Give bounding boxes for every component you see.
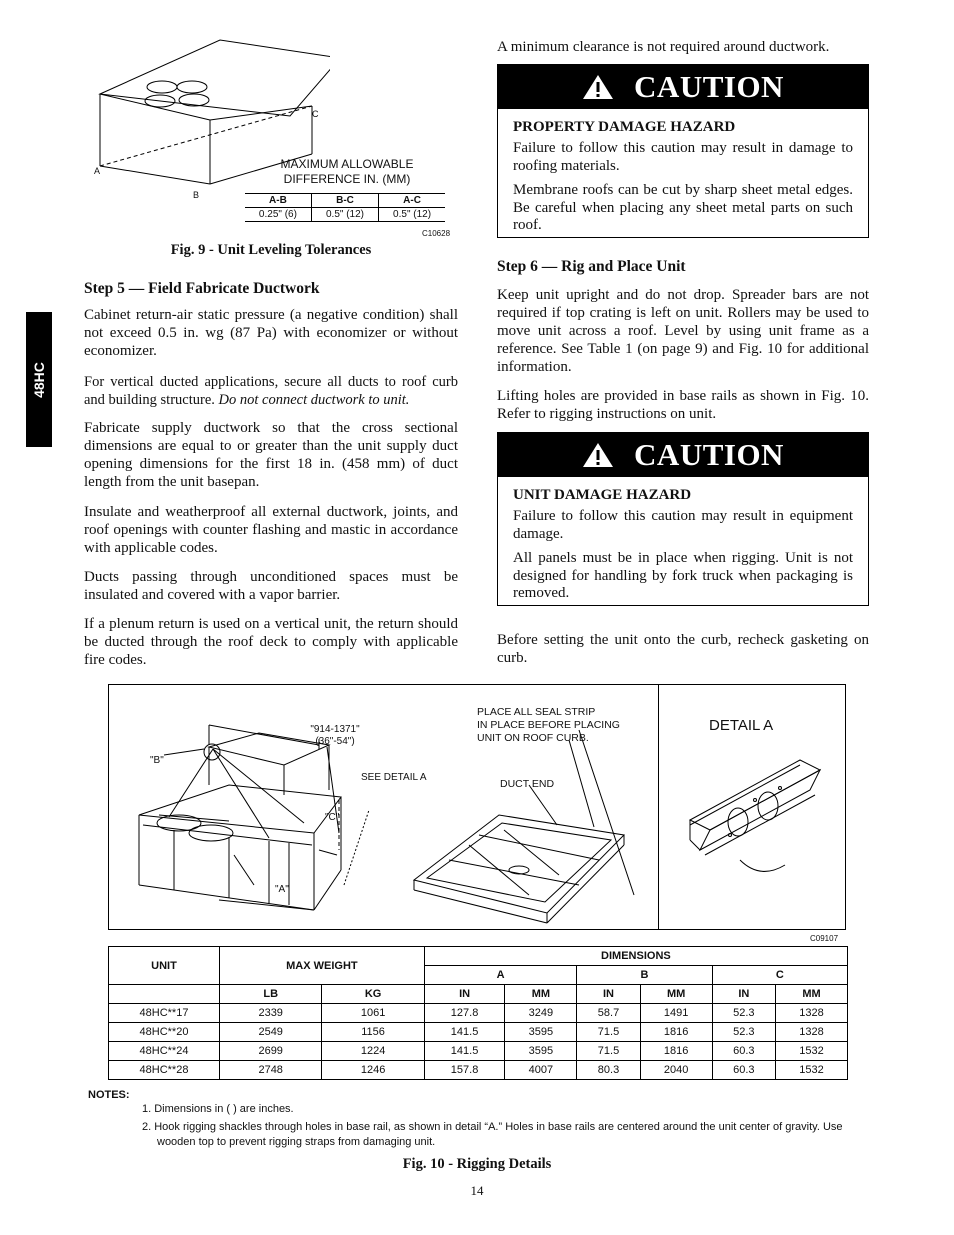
table-cell: 1816 (640, 1042, 712, 1061)
seal-strip-note: PLACE ALL SEAL STRIP IN PLACE BEFORE PLACING UNIT ON ROOF CURB. (477, 706, 620, 744)
notes-title: NOTES: (88, 1089, 130, 1101)
paragraph: Keep unit upright and do not drop. Spreader bars are not required if top crating is left on unit. Rollers may be used to move unit across a roof. Level by using unit frame as a reference. See Table 1 (on page 9) and Fig. 10 for additional information. (497, 287, 869, 375)
paragraph: Insulate and weatherproof all external ductwork, joints, and roof openings with counter flashing and mastic in accordance with applicable codes. (84, 504, 458, 556)
table-cell: 3595 (505, 1023, 577, 1042)
caution-text: Failure to follow this caution may result in damage to roofing materials. (513, 140, 853, 174)
column-header: A (424, 966, 577, 985)
table-cell: 1246 (322, 1061, 424, 1080)
column-header: UNIT (109, 947, 220, 985)
paragraph: Ducts passing through unconditioned spaces must be insulated and covered with a vapor barrier. (84, 569, 458, 603)
caution-header (498, 65, 868, 109)
tolerance-header: A-C (379, 194, 445, 208)
table-cell: 1816 (640, 1023, 712, 1042)
table-cell: 2748 (220, 1061, 322, 1080)
table-cell: 3249 (505, 1004, 577, 1023)
table-cell: 141.5 (424, 1023, 505, 1042)
label-b: B (193, 190, 200, 200)
table-cell: 4007 (505, 1061, 577, 1080)
dimension-b-label: "B" (150, 755, 164, 766)
table-cell: 1532 (775, 1042, 847, 1061)
table-row (109, 1042, 848, 1061)
warning-triangle-icon (582, 442, 614, 468)
table-cell: 2549 (220, 1023, 322, 1042)
label-c: C (312, 109, 319, 119)
column-header: C (712, 966, 847, 985)
tolerance-header: A-B (245, 194, 311, 208)
figure-code: C10628 (422, 229, 451, 238)
duct-end-label: DUCT END (500, 778, 555, 790)
paragraph: A minimum clearance is not required around ductwork. (497, 39, 830, 55)
table-cell: 2040 (640, 1061, 712, 1080)
table-cell: 60.3 (712, 1061, 775, 1080)
table-row (109, 1023, 848, 1042)
table-cell: 71.5 (577, 1042, 640, 1061)
table-cell: 48HC**28 (109, 1061, 220, 1080)
caution-title: CAUTION (634, 437, 784, 472)
table-cell: 52.3 (712, 1023, 775, 1042)
hazard-title: UNIT DAMAGE HAZARD (513, 487, 692, 503)
table-cell: 141.5 (424, 1042, 505, 1061)
table-cell: 58.7 (577, 1004, 640, 1023)
table-cell: 48HC**17 (109, 1004, 220, 1023)
caution-text: Membrane roofs can be cut by sharp sheet metal edges. Be careful when placing any sheet metal parts on such roof. (513, 182, 853, 233)
paragraph: For vertical ducted applications, secure all ducts to roof curb and building structure. Do not connect ductwork to unit. (84, 374, 458, 408)
table-cell: 1156 (322, 1023, 424, 1042)
table-cell: 1061 (322, 1004, 424, 1023)
table-cell: 3595 (505, 1042, 577, 1061)
tolerance-table (245, 193, 445, 222)
column-header: MAX WEIGHT (220, 947, 425, 985)
note-item: 1. Dimensions in ( ) are inches. (142, 1103, 294, 1115)
page-number: 14 (470, 1183, 484, 1198)
hazard-title: PROPERTY DAMAGE HAZARD (513, 119, 736, 135)
caution-title: CAUTION (634, 69, 784, 104)
tolerance-header: B-C (311, 194, 378, 208)
column-header: MM (640, 985, 712, 1004)
detail-a-title: DETAIL A (709, 717, 774, 734)
table-cell: 1328 (775, 1023, 847, 1042)
figure-caption: Fig. 9 - Unit Leveling Tolerances (170, 242, 372, 258)
table-cell: 80.3 (577, 1061, 640, 1080)
caution-box (497, 432, 869, 606)
table-cell: 157.8 (424, 1061, 505, 1080)
paragraph: Lifting holes are provided in base rails as shown in Fig. 10. Refer to rigging instructions on unit. (497, 388, 869, 422)
table-cell: 1328 (775, 1004, 847, 1023)
table-cell: 2699 (220, 1042, 322, 1061)
figure-code: C09107 (810, 934, 839, 943)
figure-divider (658, 684, 659, 930)
column-header: DIMENSIONS (424, 947, 847, 966)
table-cell: 52.3 (712, 1004, 775, 1023)
dimension-label: "914-1371" (36"-54") (310, 724, 360, 747)
table-cell: 1532 (775, 1061, 847, 1080)
column-header: IN (577, 985, 640, 1004)
table-cell: 1224 (322, 1042, 424, 1061)
tolerance-table-title: MAXIMUM ALLOWABLE DIFFERENCE IN. (MM) (280, 157, 414, 186)
column-header: B (577, 966, 712, 985)
caution-text: All panels must be in place when rigging. Unit is not designed for handling by fork truck when packaging is removed. (513, 550, 853, 601)
table-cell: 1491 (640, 1004, 712, 1023)
paragraph: Fabricate supply ductwork so that the cross sectional dimensions are equal to or greater than the unit supply duct opening dimensions for the first 18 in. (458 mm) of duct length from the unit basepan. (84, 420, 458, 490)
table-row (109, 1004, 848, 1023)
column-header: LB (220, 985, 322, 1004)
column-header: MM (775, 985, 847, 1004)
table-row (109, 1061, 848, 1080)
dimensions-table (108, 946, 848, 1080)
table-cell: 2339 (220, 1004, 322, 1023)
caution-text: Failure to follow this caution may result in equipment damage. (513, 508, 853, 542)
caution-box (497, 64, 869, 238)
column-header: IN (712, 985, 775, 1004)
detail-a-drawing (660, 740, 842, 890)
tolerance-value: 0.25" (6) (245, 208, 311, 222)
tolerance-value: 0.5" (12) (311, 208, 378, 222)
dimension-a-label: "A" (275, 884, 289, 895)
see-detail-label: SEE DETAIL A (361, 772, 427, 783)
table-cell: 127.8 (424, 1004, 505, 1023)
caution-header (498, 433, 868, 477)
column-header: IN (424, 985, 505, 1004)
table-body (109, 1004, 848, 1080)
column-header: KG (322, 985, 424, 1004)
paragraph: Cabinet return-air static pressure (a negative condition) shall not exceed 0.5 in. wg (87 Pa) with economizer or without economizer. (84, 307, 458, 359)
section-heading: Step 6 — Rig and Place Unit (497, 258, 686, 275)
paragraph: If a plenum return is used on a vertical unit, the return should be ducted through the roof deck to comply with applicable fire codes. (84, 616, 458, 668)
warning-triangle-icon (582, 74, 614, 100)
table-cell: 60.3 (712, 1042, 775, 1061)
table-cell: 48HC**20 (109, 1023, 220, 1042)
section-heading: Step 5 — Field Fabricate Ductwork (84, 280, 320, 297)
section-tab: 48HC (26, 312, 52, 447)
table-cell: 71.5 (577, 1023, 640, 1042)
paragraph: Before setting the unit onto the curb, recheck gasketing on curb. (497, 632, 869, 666)
column-header: MM (505, 985, 577, 1004)
note-item: 2. Hook rigging shackles through holes in base rail, as shown in detail “A.” Holes in base rails are centered around the unit center of gravity. Use wooden top to prevent rigging straps from damaging unit. (142, 1121, 843, 1148)
label-a: A (94, 166, 101, 176)
table-cell: 48HC**24 (109, 1042, 220, 1061)
dimension-c-label: "C" (325, 812, 340, 823)
column-header (109, 985, 220, 1004)
tolerance-value: 0.5" (12) (379, 208, 445, 222)
figure-caption: Fig. 10 - Rigging Details (402, 1156, 552, 1172)
